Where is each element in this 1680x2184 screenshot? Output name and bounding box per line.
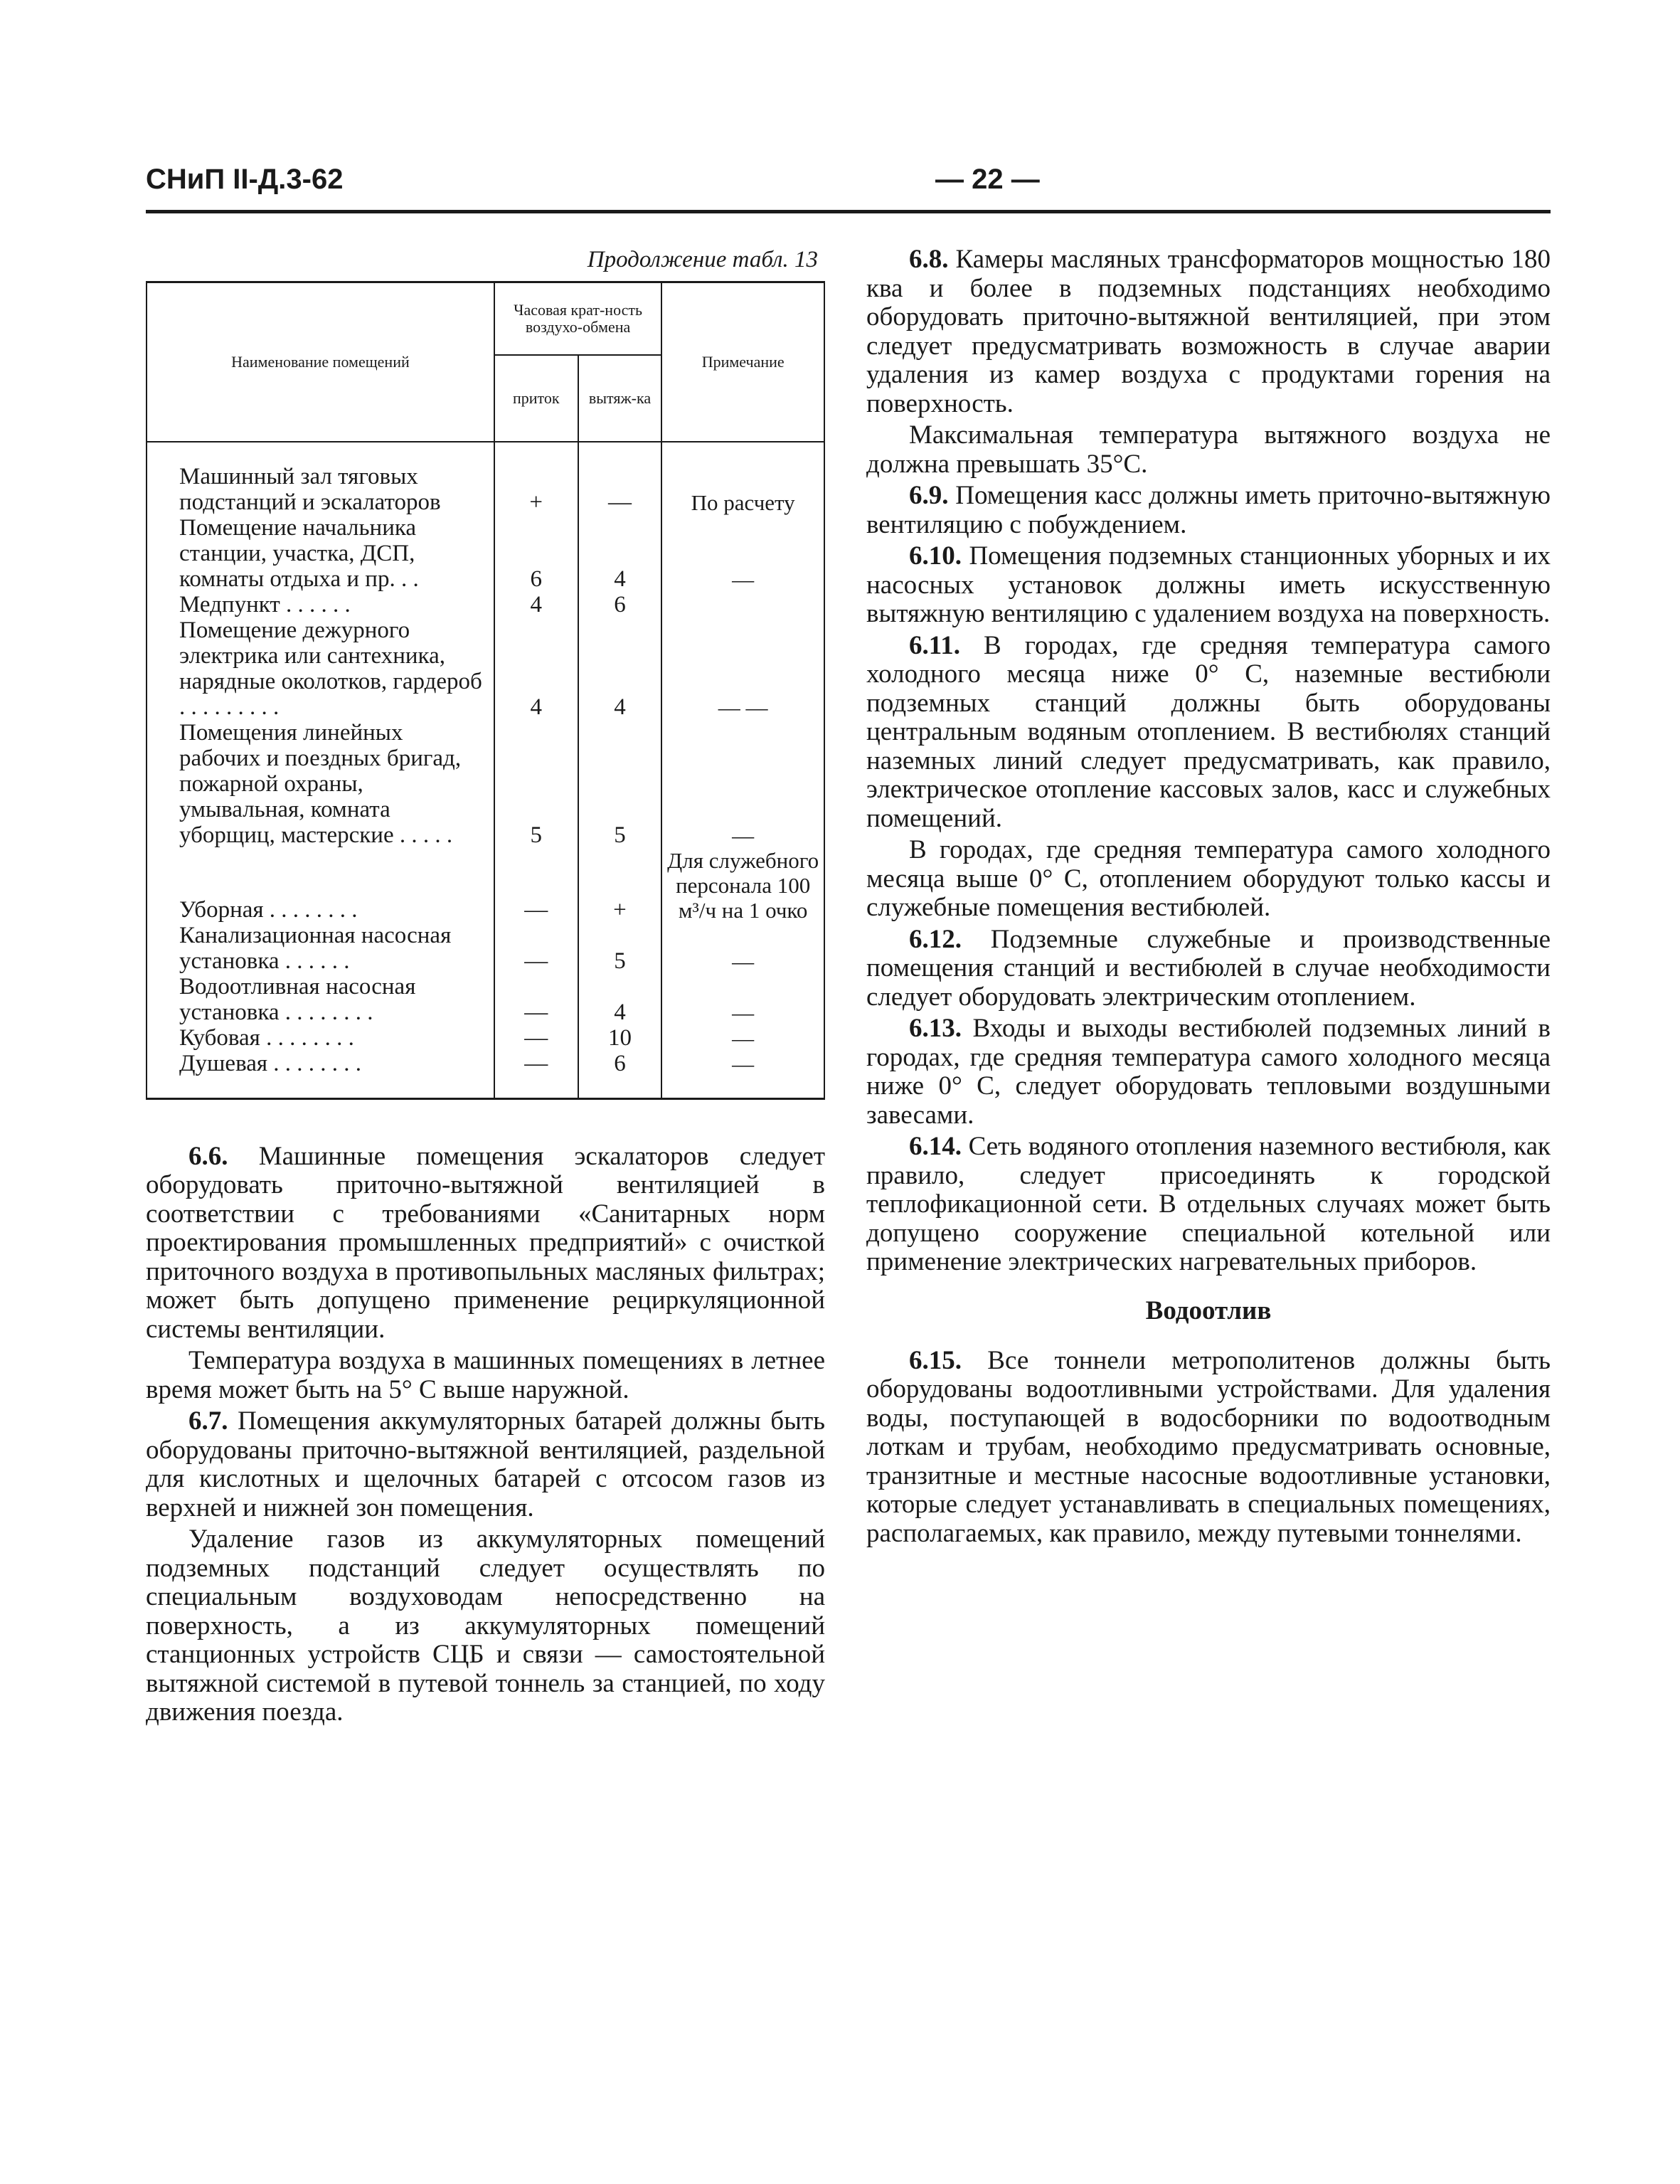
clause-number: 6.10. — [909, 541, 962, 571]
header-exhaust: вытяж-ка — [578, 355, 662, 442]
paragraph-text: Температура воздуха в машинных помещениях в летнее время может быть на 5° С выше наружной. — [146, 1346, 825, 1404]
exhaust-rate: 6 — [578, 592, 662, 617]
clause-number: 6.7. — [188, 1406, 228, 1436]
room-name: Канализационная насосная установка . . . . . . — [147, 923, 494, 974]
table-caption: Продолжение табл. 13 — [587, 247, 818, 272]
paragraph — [146, 1525, 825, 1727]
row-note: — — [661, 720, 824, 848]
table-row — [147, 1051, 824, 1099]
supply-rate: 6 — [494, 515, 578, 592]
left-column — [146, 245, 825, 1730]
table-row — [147, 442, 824, 515]
clause-number: 6.14. — [909, 1132, 962, 1161]
supply-rate: — — [494, 923, 578, 974]
paragraph — [146, 1347, 825, 1404]
room-name: Медпункт . . . . . . — [147, 592, 494, 617]
exhaust-rate: 4 — [578, 515, 662, 592]
table-body — [147, 442, 824, 1099]
room-name: Машинный зал тяговых подстанций и эскалаторов — [147, 442, 494, 515]
supply-rate: — — [494, 974, 578, 1025]
exhaust-rate: 4 — [578, 617, 662, 720]
row-note: — — [661, 1025, 824, 1051]
supply-rate: 5 — [494, 720, 578, 848]
right-text — [866, 245, 1551, 1277]
paragraph — [866, 926, 1551, 1012]
table-row — [147, 923, 824, 974]
exhaust-rate: — — [578, 442, 662, 515]
clause-number: 6.12. — [909, 924, 962, 954]
paragraph-text: В городах, где средняя температура самого холодного месяца выше 0° С, отоплением оборудуют только кассы и служебные помещения вестибюлей. — [866, 835, 1551, 922]
paragraph-text: Помещения аккумуляторных батарей должны быть оборудованы приточно-вытяжной вентиляцией, раздельной для кислотных и щелочных батарей с отсосом газов из верхней и нижней зон помещения. — [146, 1406, 826, 1522]
header-supply: приток — [494, 355, 578, 442]
row-note: — — [661, 923, 824, 974]
room-name: Помещение дежурного электрика или сантехника, нарядные околотков, гардероб . . . . . . . . . — [147, 617, 494, 720]
supply-rate: + — [494, 442, 578, 515]
header-note: Примечание — [661, 282, 824, 442]
paragraph-text: Сеть водяного отопления наземного вестибюля, как правило, следует присоединять к городской теплофикационной сети. В отдельных случаях может быть допущено сооружение специальной котельной или применение электрических нагревательных приборов. — [866, 1132, 1551, 1276]
row-note: — — [661, 1051, 824, 1099]
paragraph — [866, 836, 1551, 923]
table-row — [147, 1025, 824, 1051]
row-note — [661, 592, 824, 617]
paragraph — [866, 632, 1551, 834]
header-air-rate: Часовая крат-ность воздухо-обмена — [494, 282, 661, 355]
header-rule — [146, 210, 1551, 213]
page-header — [146, 164, 1551, 213]
paragraph-text: Камеры масляных трансформаторов мощностью 180 ква и более в подземных подстанциях необходимо оборудовать приточно-вытяжной вентиляцией, при этом следует предусматривать возможность в случае аварии удаления из камер воздуха с продуктами горения на поверхность. — [866, 245, 1551, 418]
clause-number: 6.13. — [909, 1014, 962, 1043]
table-row — [147, 515, 824, 592]
paragraph-text: Удаление газов из аккумуляторных помещений подземных подстанций следует осуществлять по специальным воздуховодам непосредственно на поверхность, а из аккумуляторных помещений станционных устройств СЦБ и связи — самостоятельной вытяжной системой в путевой тоннель за станцией, по ходу движения поезда. — [146, 1525, 825, 1727]
room-name: Душевая . . . . . . . . — [147, 1051, 494, 1099]
supply-rate: 4 — [494, 617, 578, 720]
page-number: — 22 — — [935, 164, 1040, 195]
paragraph-text: Машинные помещения эскалаторов следует оборудовать приточно-вытяжной вентиляцией в соответствии с требованиями «Санитарных норм проектирования промышленных предприятий» с очисткой приточного воздуха в противопыльных масляных фильтрах; может быть допущено применение рециркуляционной системы вентиляции. — [146, 1141, 825, 1344]
paragraph-text: В городах, где средняя температура самого холодного месяца ниже 0° С, наземные вестибюли подземных станций должны быть оборудованы центральным водяным отоплением. В вестибюлях станций наземных линий следует предусматривать, как правило, электрическое отопление кассовых залов, касс и служебных помещений. — [866, 630, 1551, 833]
clause-number: 6.11. — [909, 630, 960, 660]
clause-number: 6.15. — [909, 1345, 962, 1375]
row-note: — — [661, 515, 824, 592]
room-name: Помещения линейных рабочих и поездных бригад, пожарной охраны, умывальная, комната уборщиц, мастерские . . . . . — [147, 720, 494, 848]
paragraph-text: Максимальная температура вытяжного воздуха не должна превышать 35°С. — [866, 420, 1551, 479]
supply-rate: 4 — [494, 592, 578, 617]
row-note: По расчету — [661, 442, 824, 515]
paragraph — [866, 1133, 1551, 1277]
paragraph-text: Все тоннели метрополитенов должны быть оборудованы водоотливными устройствами. Для удаления воды, поступающей в водосборники по водоотводным лоткам и трубам, необходимо предусматривать основные, транзитные и местные насосные водоотливные установки, которые следует устанавливать в специальных помещениях, располагаемых, как правило, между путевыми тоннелями. — [866, 1345, 1551, 1548]
paragraph — [866, 1014, 1551, 1130]
right-column — [866, 245, 1551, 1551]
exhaust-rate: 10 — [578, 1025, 662, 1051]
header-room-name: Наименование помещений — [147, 282, 494, 442]
paragraph-text: Помещения подземных станционных уборных и их насосных установок должны иметь искусственную вытяжную вентиляцию с удалением воздуха на поверхность. — [866, 541, 1551, 628]
paragraph-text: Подземные служебные и производственные помещения станций и вестибюлей в случае необходимости следует оборудовать электрическим отоплением. — [866, 924, 1551, 1012]
room-name: Кубовая . . . . . . . . — [147, 1025, 494, 1051]
paragraph — [866, 1347, 1551, 1549]
left-text — [146, 1143, 825, 1727]
exhaust-rate: 5 — [578, 923, 662, 974]
paragraph — [866, 245, 1551, 418]
exhaust-rate: + — [578, 848, 662, 923]
table-row — [147, 720, 824, 848]
table-row — [147, 974, 824, 1025]
paragraph — [146, 1143, 825, 1345]
paragraph-text: Помещения касс должны иметь приточно-вытяжную вентиляцию с побуждением. — [866, 481, 1551, 539]
room-name: Уборная . . . . . . . . — [147, 848, 494, 923]
supply-rate: — — [494, 1025, 578, 1051]
paragraph — [866, 482, 1551, 539]
supply-rate: — — [494, 1051, 578, 1099]
paragraph — [146, 1407, 825, 1522]
supply-rate: — — [494, 848, 578, 923]
exhaust-rate: 4 — [578, 974, 662, 1025]
exhaust-rate: 6 — [578, 1051, 662, 1099]
table-row — [147, 592, 824, 617]
table-row — [147, 848, 824, 923]
clause-number: 6.8. — [909, 245, 949, 274]
row-note: Для служебного персонала 100 м³/ч на 1 очко — [661, 848, 824, 923]
room-name: Помещение начальника станции, участка, ДСП, комнаты отдыха и пр. . . — [147, 515, 494, 592]
exhaust-rate: 5 — [578, 720, 662, 848]
table-row — [147, 617, 824, 720]
document-code: СНиП II-Д.3-62 — [146, 164, 344, 195]
paragraph-text: Входы и выходы вестибюлей подземных линий в городах, где средняя температура самого холодного месяца ниже 0° С, следует оборудовать тепловыми воздушными завесами. — [866, 1014, 1551, 1130]
paragraph — [866, 542, 1551, 629]
ventilation-table — [146, 281, 825, 1100]
room-name: Водоотливная насосная установка . . . . . . . . — [147, 974, 494, 1025]
row-note: — — — [661, 617, 824, 720]
section-text — [866, 1347, 1551, 1549]
row-note: — — [661, 974, 824, 1025]
clause-number: 6.6. — [188, 1141, 228, 1171]
paragraph — [866, 421, 1551, 479]
clause-number: 6.9. — [909, 481, 949, 510]
section-title: Водоотлив — [1145, 1295, 1272, 1325]
